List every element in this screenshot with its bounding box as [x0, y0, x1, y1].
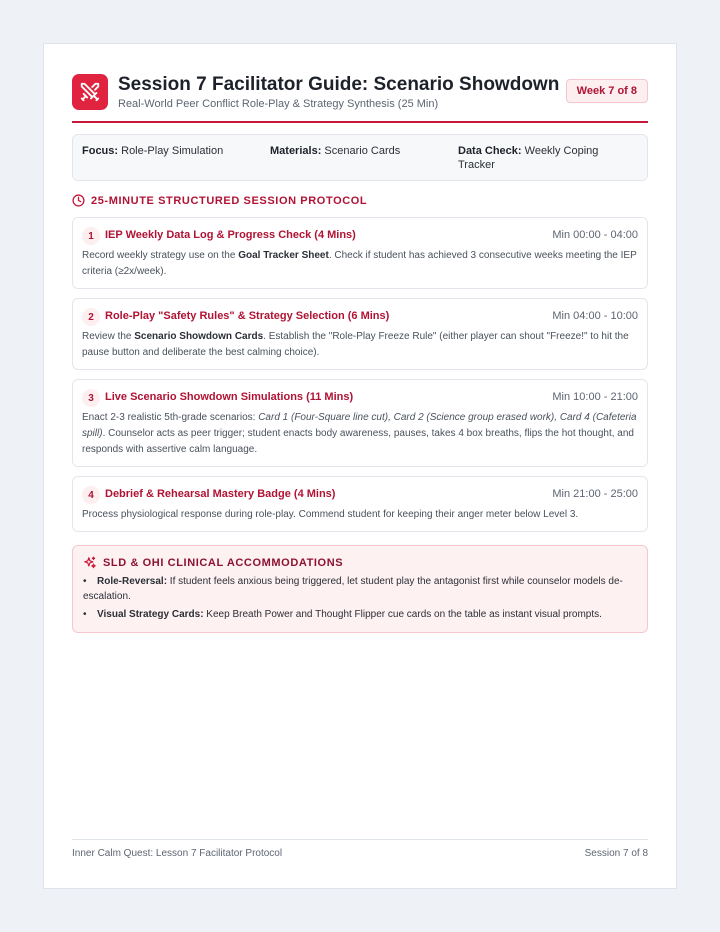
step-time: Min 04:00 - 10:00: [552, 310, 638, 322]
data-check-value: Weekly Coping Tracker: [458, 145, 599, 171]
accommodations-heading-text: SLD & OHI CLINICAL ACCOMMODATIONS: [103, 557, 344, 569]
clock-icon: [72, 194, 85, 207]
protocol-heading: [72, 194, 367, 207]
footer-page-number: Session 7 of 8: [584, 848, 648, 859]
page-subtitle: Real-World Peer Conflict Role-Play & Strategy Synthesis (25 Min): [118, 98, 439, 110]
accommodations-box: [72, 545, 648, 633]
accommodations-heading: [83, 556, 343, 570]
list-item: • Role-Reversal: If student feels anxious being triggered, let student play the antagonist first while counselor models de-escalation.: [83, 576, 623, 602]
info-box: [72, 134, 648, 181]
crossed-swords-icon: [72, 74, 108, 110]
step-title: Role-Play "Safety Rules" & Strategy Selection (6 Mins): [105, 310, 390, 322]
step-number: 2: [82, 308, 100, 326]
protocol-heading-text: 25-MINUTE STRUCTURED SESSION PROTOCOL: [91, 194, 368, 207]
step-time: Min 00:00 - 04:00: [552, 229, 638, 241]
step-description: Review the Scenario Showdown Cards. Establish the "Role-Play Freeze Rule" (either player can shout "Freeze!" to hit the pause button and deliberate the best calming choice).: [82, 331, 629, 358]
page-title: Session 7 Facilitator Guide: Scenario Showdown: [118, 74, 560, 95]
step-number: 4: [82, 486, 100, 504]
step-title: Debrief & Rehearsal Mastery Badge (4 Mins): [105, 488, 336, 500]
step-description: Process physiological response during role-play. Commend student for keeping their anger meter below Level 3.: [82, 509, 579, 520]
protocol-step-4: [72, 476, 648, 532]
info-focus: [82, 144, 262, 158]
footer-left-text: Inner Calm Quest: Lesson 7 Facilitator Protocol: [72, 848, 283, 859]
materials-label: Materials:: [270, 145, 322, 157]
guide-page: [43, 43, 677, 889]
page-header: [72, 74, 648, 122]
step-description: Enact 2-3 realistic 5th-grade scenarios: Card 1 (Four-Square line cut), Card 2 (Science group erased work), Card 4 (Cafeteria spill). Counselor acts as peer trigger; student enacts body awareness, pauses, takes 4 box breaths, flips the hot thought, and responds with assertive calm language.: [82, 412, 637, 455]
step-number: 1: [82, 227, 100, 245]
protocol-step-2: [72, 298, 648, 370]
focus-value: Role-Play Simulation: [121, 145, 224, 157]
week-badge: Week 7 of 8: [566, 79, 648, 103]
step-time: Min 10:00 - 21:00: [552, 391, 638, 403]
step-title: Live Scenario Showdown Simulations (11 Mins): [105, 391, 354, 403]
protocol-step-3: [72, 379, 648, 467]
step-number: 3: [82, 389, 100, 407]
list-item: • Visual Strategy Cards: Keep Breath Power and Thought Flipper cue cards on the table as instant visual prompts.: [83, 609, 602, 620]
footer-divider: [72, 839, 648, 840]
info-data-check: [458, 144, 628, 172]
step-title: IEP Weekly Data Log & Progress Check (4 Mins): [105, 229, 356, 241]
step-time: Min 21:00 - 25:00: [552, 488, 638, 500]
data-check-label: Data Check:: [458, 145, 522, 157]
sparkle-icon: [83, 556, 97, 570]
focus-label: Focus:: [82, 145, 119, 157]
info-materials: [270, 144, 450, 158]
step-description: Record weekly strategy use on the Goal Tracker Sheet. Check if student has achieved 3 consecutive weeks meeting the IEP criteria (≥2x/week).: [82, 250, 637, 277]
protocol-step-1: [72, 217, 648, 289]
materials-value: Scenario Cards: [324, 145, 401, 157]
accommodations-list: [83, 574, 637, 625]
header-divider: [72, 121, 648, 123]
